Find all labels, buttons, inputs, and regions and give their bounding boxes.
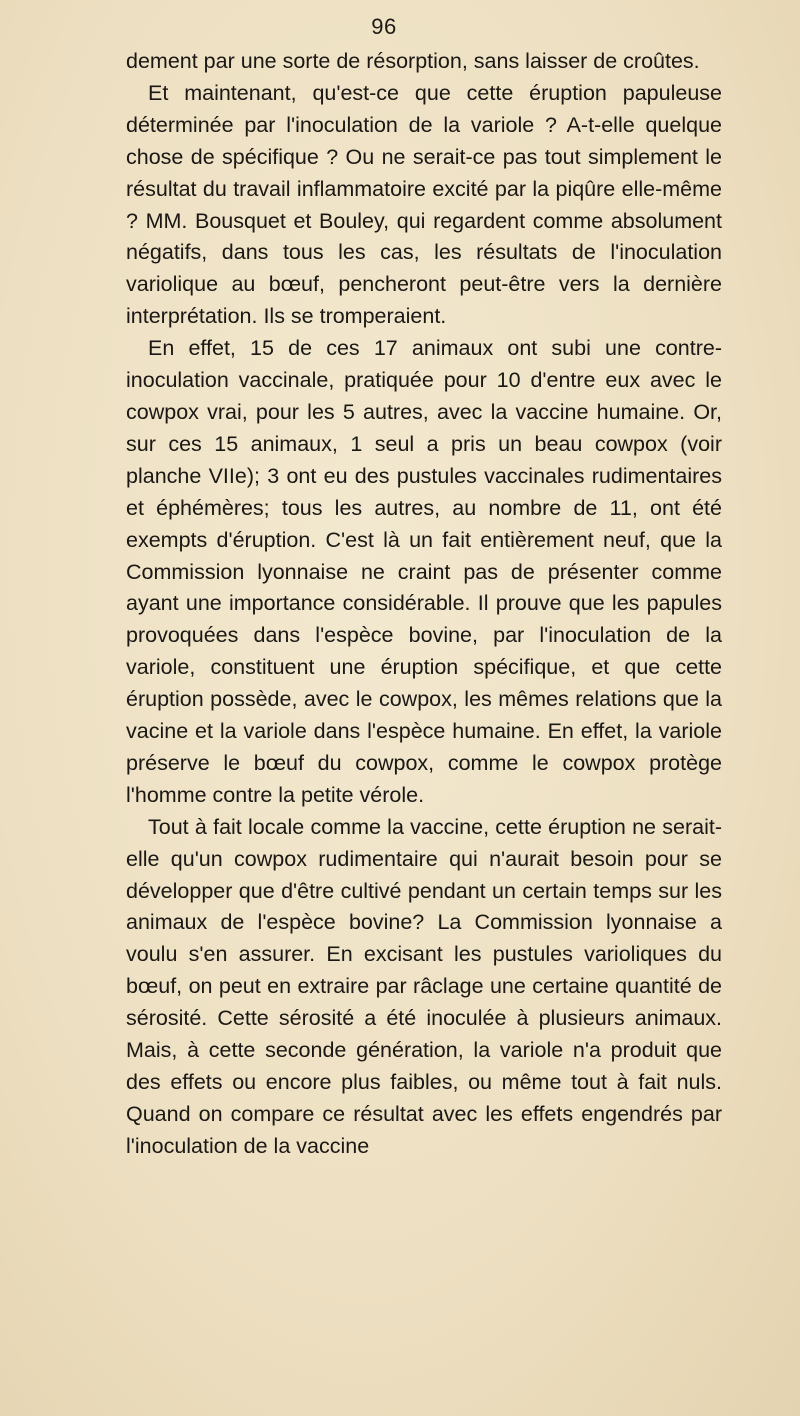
body-text bbox=[126, 46, 722, 1163]
paragraph-3: En effet, 15 de ces 17 animaux ont subi une contre-inoculation vaccinale, pratiquée pour 10 d'entre eux avec le cowpox vrai, pour les 5 autres, avec la vaccine humaine. Or, sur ces 15 animaux, 1 seul a pris un beau cowpox (voir planche VIIe); 3 ont eu des pustules vaccinales rudimentaires et éphémères; tous les autres, au nombre de 11, ont été exempts d'éruption. C'est là un fait entièrement neuf, que la Commission lyonnaise ne craint pas de présenter comme ayant une importance considérable. Il prouve que les papules provoquées dans l'espèce bovine, par l'inoculation de la variole, constituent une éruption spécifique, et que cette éruption possède, avec le cowpox, les mêmes relations que la vacine et la variole dans l'espèce humaine. En effet, la variole préserve le bœuf du cowpox, comme le cowpox protège l'homme contre la petite vérole. bbox=[126, 336, 722, 807]
paragraph-4: Tout à fait locale comme la vaccine, cette éruption ne serait-elle qu'un cowpox rudimentaire qui n'aurait besoin pour se développer que d'être cultivé pendant un certain temps sur les animaux de l'espèce bovine? La Commission lyonnaise a voulu s'en assurer. En excisant les pustules varioliques du bœuf, on peut en extraire par râclage une certaine quantité de sérosité. Cette sérosité a été inoculée à plusieurs animaux. Mais, à cette seconde génération, la variole n'a produit que des effets ou encore plus faibles, ou même tout à fait nuls. Quand on compare ce résultat avec les effets engendrés par l'inoculation de la vaccine bbox=[126, 814, 722, 1158]
paragraph-2: Et maintenant, qu'est-ce que cette éruption papuleuse déterminée par l'inoculation de la variole ? A-t-elle quelque chose de spécifique ? Ou ne serait-ce pas tout simplement le résultat du travail inflammatoire excité par la piqûre elle-même ? MM. Bousquet et Bouley, qui regardent comme absolument négatifs, dans tous les cas, les résultats de l'inoculation variolique au bœuf, pencheront peut-être vers la dernière interprétation. Ils se tromperaient. bbox=[126, 80, 722, 329]
paragraph-1: dement par une sorte de résorption, sans laisser de croûtes. bbox=[126, 49, 700, 73]
page-number: 96 bbox=[371, 14, 397, 39]
